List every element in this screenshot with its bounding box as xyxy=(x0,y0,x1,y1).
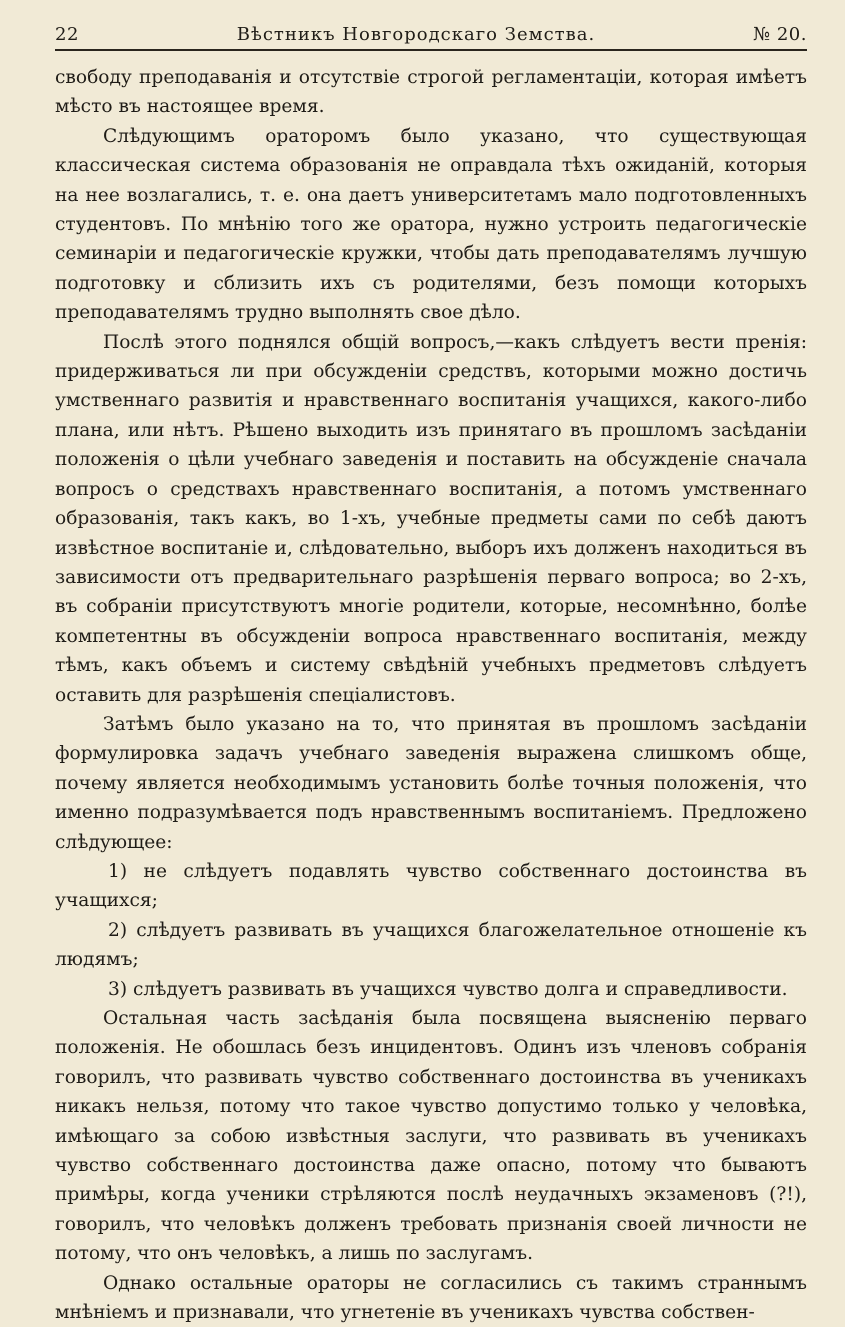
list-item: 3) слѣдуетъ развивать въ учащихся чувство долга и справедливости. xyxy=(108,978,788,1000)
running-header xyxy=(55,24,807,51)
paragraph: Остальная часть засѣданія была посвящена выясненію перваго положенія. Не обошлась безъ инцидентовъ. Одинъ изъ членовъ собранія говорилъ, что развивать чувство собственнаго достоинства въ ученикахъ никакъ нельзя, потому что такое чувство допустимо только у человѣка, имѣющаго за собою извѣстныя заслуги, что развивать въ ученикахъ чувство собственнаго достоинства даже опасно, потому что бываютъ примѣры, когда ученики стрѣляются послѣ неудачныхъ экзаменовъ (?!), говорилъ, что человѣкъ долженъ требовать признанія своей личности не потому, что онъ человѣкъ, а лишь по заслугамъ. xyxy=(55,1008,807,1265)
page-number: 22 xyxy=(55,24,79,45)
list-item: 2) слѣдуетъ развивать въ учащихся благожелательное отношеніе къ людямъ; xyxy=(55,919,807,971)
list-item: 1) не слѣдуетъ подавлять чувство собственнаго достоинства въ учащихся; xyxy=(55,860,807,912)
issue-number: № 20. xyxy=(753,24,807,45)
paragraph: Однако остальные ораторы не согласились съ такимъ страннымъ мнѣніемъ и признавали, что угнетеніе въ ученикахъ чувства собствен- xyxy=(55,1272,807,1324)
paragraph: Послѣ этого поднялся общій вопросъ,—какъ слѣдуетъ вести пренія: придерживаться ли при обсужденіи средствъ, которыми можно достичь умственнаго развитія и нравственнаго воспитанія учащихся, какого-либо плана, или нѣтъ. Рѣшено выходить изъ принятаго въ прошломъ засѣданіи положенія о цѣли учебнаго заведенія и поставить на обсужденіе сначала вопросъ о средствахъ нравственнаго воспитанія, а потомъ умственнаго образованія, такъ какъ, во 1-хъ, учебные предметы сами по себѣ даютъ извѣстное воспитаніе и, слѣдовательно, выборъ ихъ долженъ находиться въ зависимости отъ предварительнаго разрѣшенія перваго вопроса; во 2-хъ, въ собраніи присутствуютъ многіе родители, которые, несомнѣнно, болѣе компетентны въ обсужденіи вопроса нравственнаго воспитанія, между тѣмъ, какъ объемъ и систему свѣдѣній учебныхъ предметовъ слѣдуетъ оставить для разрѣшенія спеціалистовъ. xyxy=(55,331,807,706)
paragraph-continued: свободу преподаванія и отсутствіе строгой регламентаціи, которая имѣетъ мѣсто въ настоящее время. xyxy=(55,67,807,118)
paragraph: Затѣмъ было указано на то, что принятая въ прошломъ засѣданіи формулировка задачъ учебнаго заведенія выражена слишкомъ обще, почему является необходимымъ установить болѣе точныя положенія, что именно подразумѣвается подъ нравственнымъ воспитаніемъ. Предложено слѣдующее: xyxy=(55,713,807,853)
journal-title: Вѣстникъ Новгородскаго Земства. xyxy=(236,24,596,45)
paragraph: Слѣдующимъ ораторомъ было указано, что существующая классическая система образованія не оправдала тѣхъ ожиданій, которыя на нее возлагались, т. е. она даетъ университетамъ мало подготовленныхъ студентовъ. По мнѣнію того же оратора, нужно устроить педагогическіе семинаріи и педагогическіе кружки, чтобы дать преподавателямъ лучшую подготовку и сблизить ихъ съ родителями, безъ помощи которыхъ преподавателямъ трудно выполнять свое дѣло. xyxy=(55,125,807,324)
article-body xyxy=(55,63,807,1327)
